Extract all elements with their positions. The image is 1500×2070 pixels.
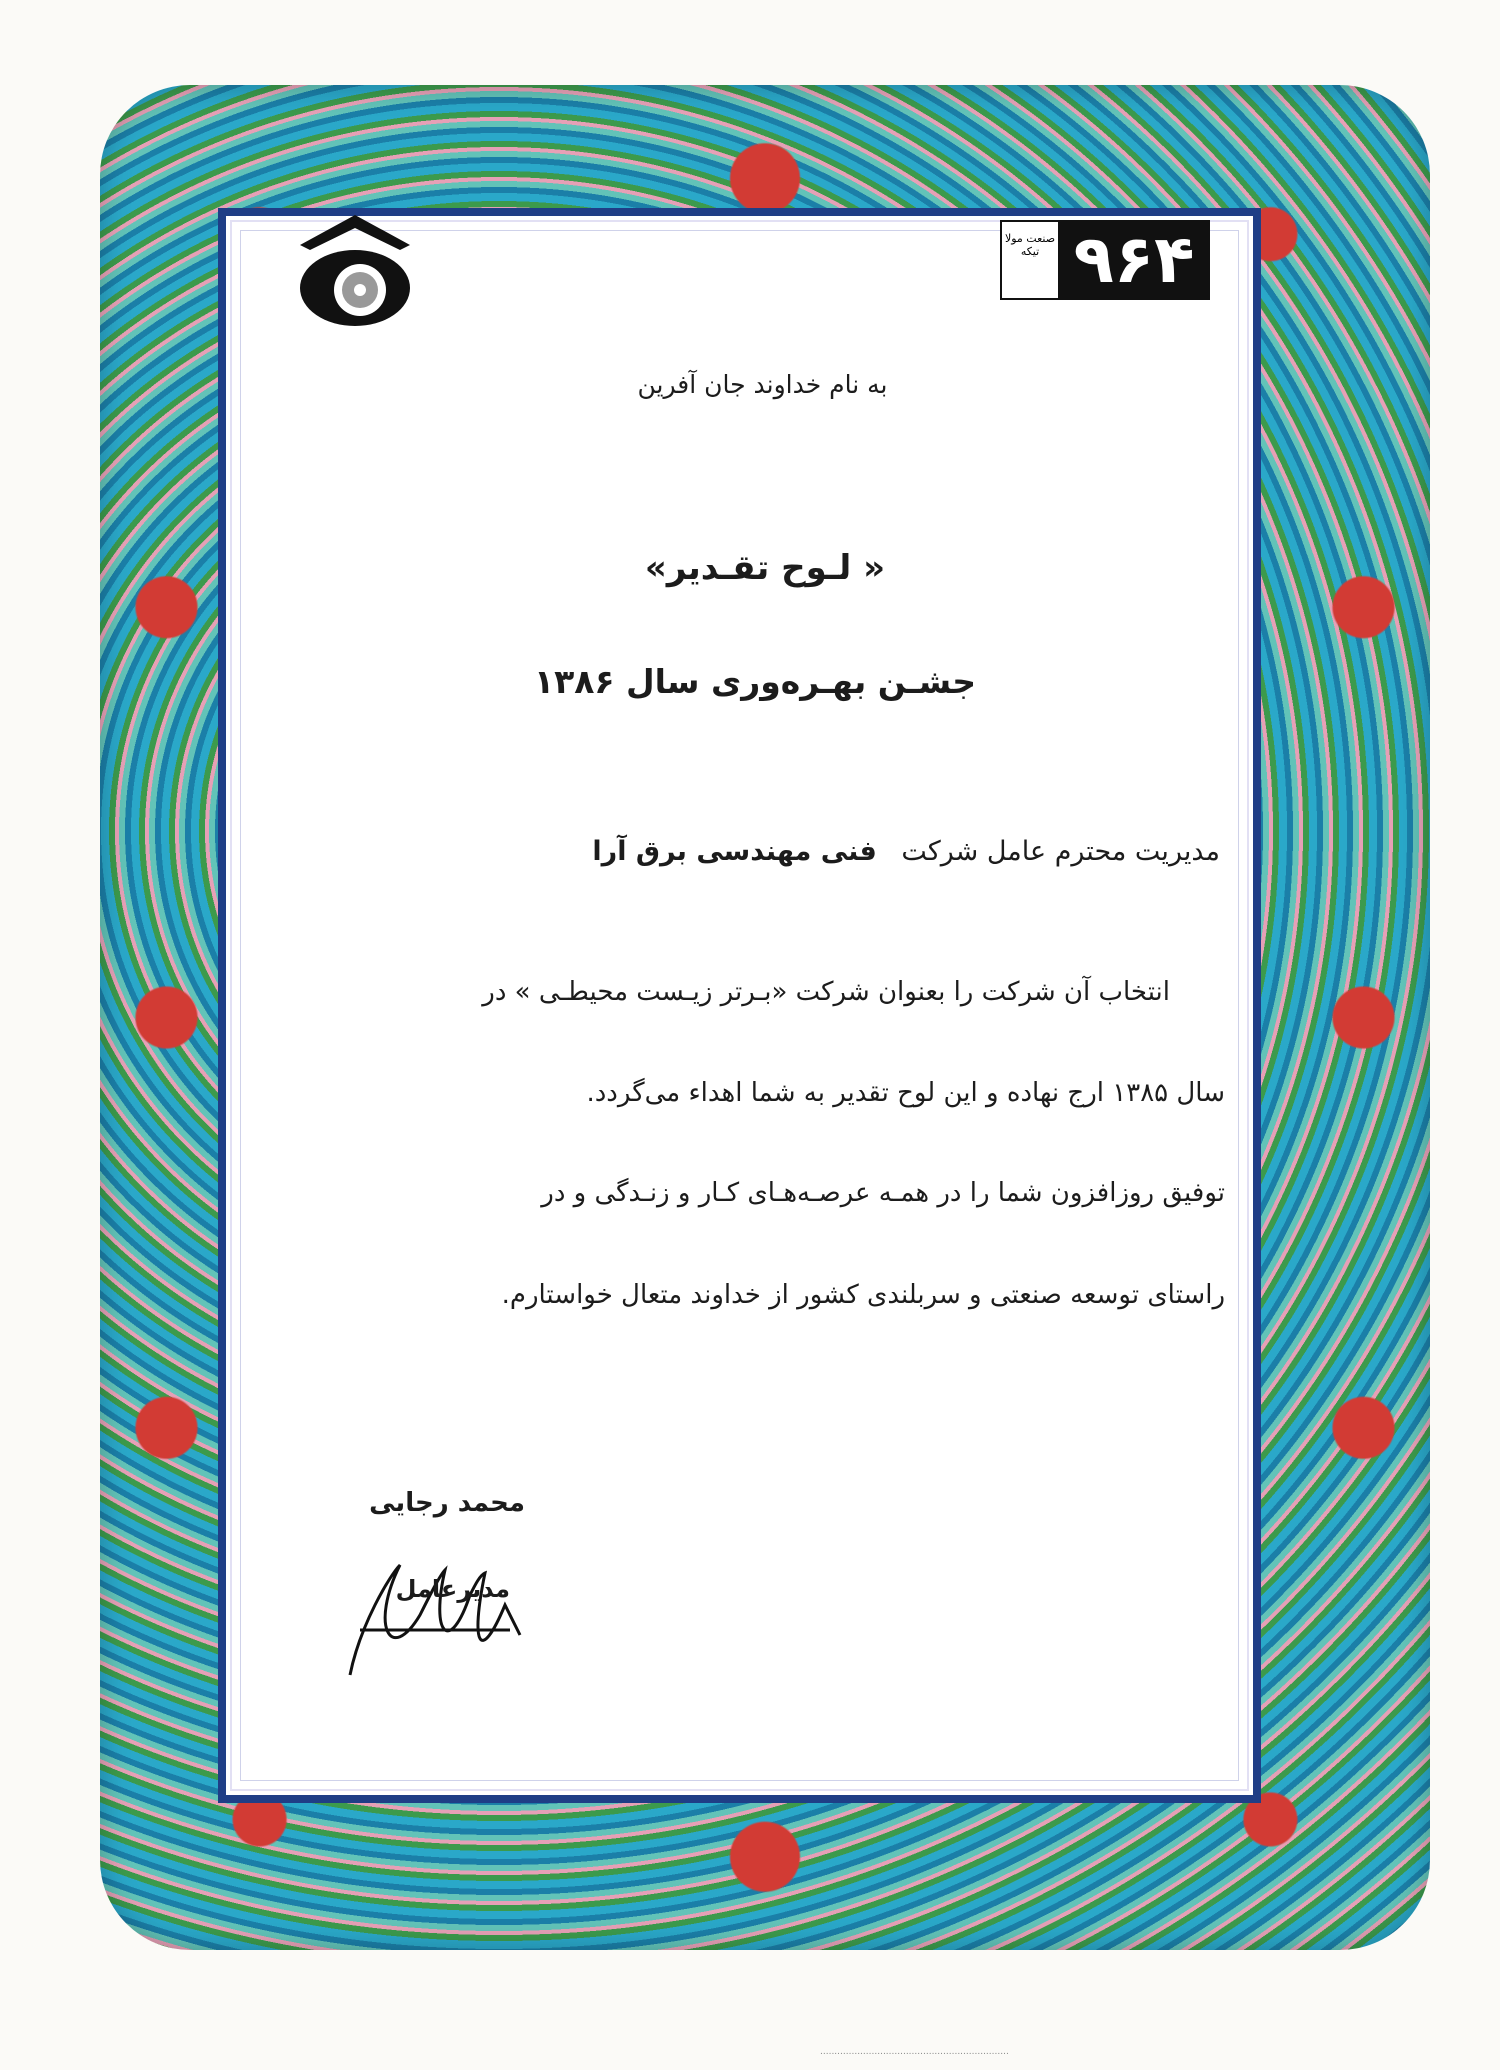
footer-fineprint: .................................................................. bbox=[820, 2047, 1009, 2057]
body-line-4: راستای توسعه صنعتی و سربلندی کشور از خداوند متعال خواستارم. bbox=[501, 1280, 1225, 1310]
body-line-2: سال ۱۳۸۵ ارج نهاده و این لوح تقدیر به شما اهداء می‌گردد. bbox=[586, 1078, 1225, 1108]
recipient-company: فنی مهندسی برق آرا bbox=[592, 836, 877, 867]
certificate-subtitle: جشـن بهـره‌وری سال ۱۳۸۶ bbox=[533, 662, 977, 701]
handwritten-signature bbox=[330, 1535, 530, 1685]
emblem-logo bbox=[290, 210, 420, 330]
certificate-title: « لـوح تقـدیر» bbox=[644, 548, 886, 588]
recipient-prefix: مدیریت محترم عامل شرکت bbox=[901, 836, 1220, 867]
bismillah: به نام خداوند جان آفرین bbox=[637, 370, 888, 399]
signatory-position: مدیرعامل bbox=[395, 1575, 510, 1603]
body-line-3: توفیق روزافزون شما را در همـه عرصـه‌هـای کـار و زنـدگی و در bbox=[541, 1178, 1225, 1208]
brand-logo bbox=[1000, 220, 1210, 300]
recipient-line bbox=[460, 836, 1220, 867]
brand-mark: ۹۶۴ bbox=[1058, 220, 1210, 300]
body-line-1: انتخاب آن شرکت را بعنوان شرکت «بـرتر زیـست محیطـی » در bbox=[482, 977, 1170, 1007]
brand-caption: صنعت مولا تیکه bbox=[1000, 220, 1060, 300]
signatory-name: محمد رجایی bbox=[369, 1488, 525, 1518]
